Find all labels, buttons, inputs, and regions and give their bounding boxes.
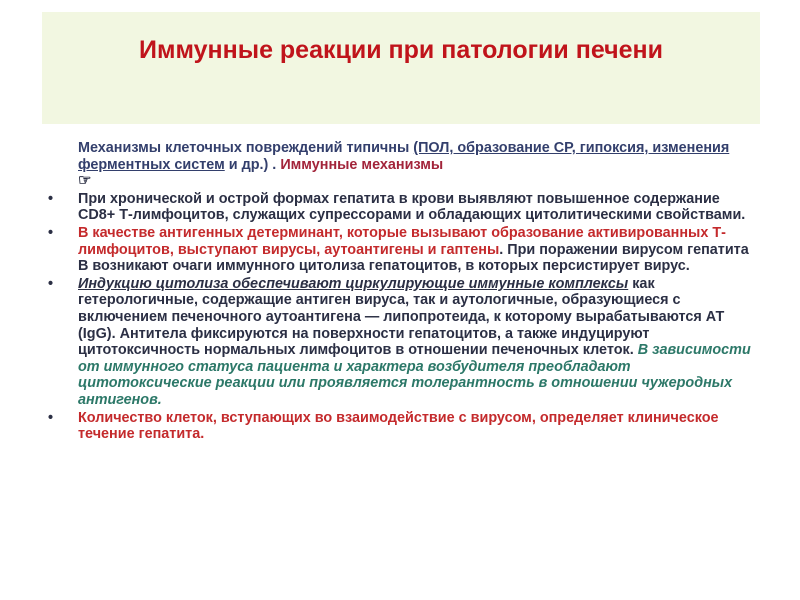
- intro-linked-text: (ПОЛ, образование СР, гипоксия, изменения ферментных систем: [78, 140, 730, 173]
- bullet-text: При хронической и острой формах гепатита в крови выявляют повышенное содержание CD8+ Т-лимфоцитов, служащих супрессорами и обладающих цитолитическими свойствами.: [78, 190, 746, 224]
- intro-emphasis: Иммунные механизмы: [280, 156, 444, 173]
- bullet-marker: •: [48, 224, 54, 241]
- bullet-marker: •: [48, 409, 54, 426]
- title-band: [42, 12, 760, 124]
- slide-body: [48, 140, 753, 444]
- bullet-list: [48, 191, 753, 443]
- bullet-text: . При поражении вирусом гепатита В возникают очаги иммунного цитолиза гепатоцитов, в которых персистирует вирус.: [78, 241, 749, 275]
- bullet-green-text: В зависимости от иммунного статуса пациента и характера возбудителя преобладают цитотоксические реакции или проявляется толерантность в отношении чужеродных антигенов.: [78, 342, 751, 408]
- intro-rest: и др.) .: [224, 156, 281, 173]
- bullet-text: как гетерологичные, содержащие антиген вируса, так и аутологичные, образующиеся с включением печеночного аутоантигена — липопротеида, к которому вырабатываются АТ (IgG). Антитела фиксируются на поверхности гепатоцитов, а также индуцируют цитотоксичность нормальных лимфоцитов в отношении печеночных клеток.: [78, 275, 725, 359]
- bullet-marker: •: [48, 190, 54, 207]
- bullet-red-text: В качестве антигенных детерминант, которые вызывают образование активированных Т-лимфоцитов, выступают вирусы, аутоантигены и гаптены: [78, 224, 726, 258]
- bullet-text: Количество клеток, вступающих во взаимодействие с вирусом, определяет клиническое течение гепатита.: [78, 409, 719, 443]
- list-item: [48, 410, 753, 443]
- slide-title: Иммунные реакции при патологии печени: [138, 36, 663, 64]
- bullet-lead-text: Индукцию цитолиза обеспечивают циркулирующие иммунные комплексы: [78, 275, 629, 292]
- list-item: [48, 225, 753, 275]
- pointing-hand-icon: ☞: [78, 172, 92, 190]
- list-item: [48, 276, 753, 409]
- intro-paragraph: [78, 140, 753, 190]
- list-item: [48, 191, 753, 224]
- intro-lead: Механизмы клеточных повреждений типичны: [78, 140, 414, 156]
- bullet-marker: •: [48, 275, 54, 292]
